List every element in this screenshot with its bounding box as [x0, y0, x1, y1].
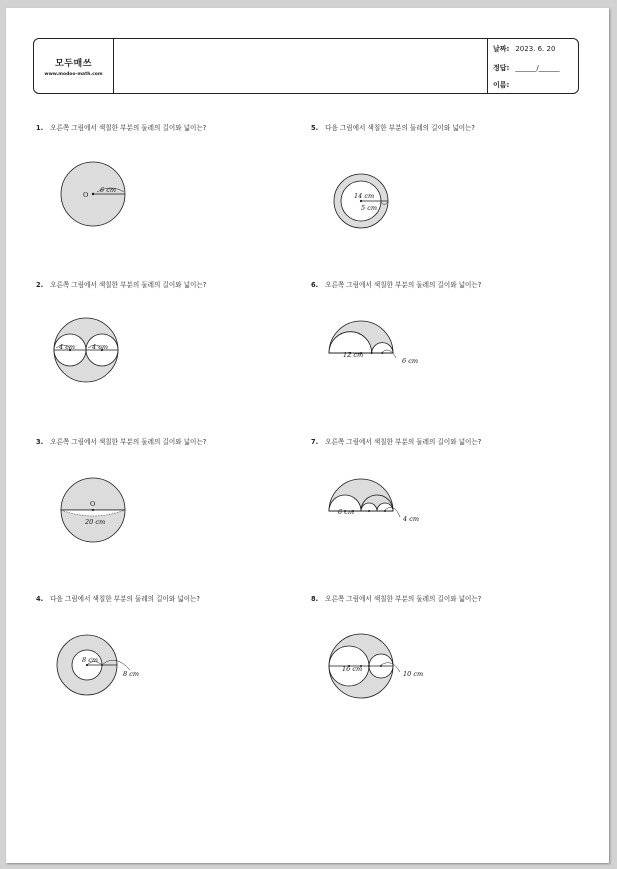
question-number: 5.	[311, 124, 319, 132]
question-text: 오른쪽 그림에서 색칠한 부분의 둘레의 길이와 넓이는?	[325, 595, 482, 603]
name-row	[493, 80, 509, 90]
question-text: 오른쪽 그림에서 색칠한 부분의 둘레의 길이와 넓이는?	[50, 124, 207, 132]
question-text: 오른쪽 그림에서 색칠한 부분의 둘레의 길이와 넓이는?	[325, 438, 482, 446]
question-number: 3.	[36, 438, 44, 446]
question-3	[36, 436, 206, 446]
brand-box	[34, 39, 114, 93]
question-text: 오른쪽 그림에서 색칠한 부분의 둘레의 길이와 넓이는?	[50, 438, 207, 446]
answer-blank: ______/______	[515, 64, 560, 72]
answer-label: 정답:	[493, 64, 510, 72]
worksheet-header	[33, 38, 579, 94]
figure-4	[54, 632, 144, 702]
inner-radius-label: 14 cm	[354, 192, 375, 200]
center-label: O	[90, 500, 96, 508]
question-5	[311, 122, 475, 132]
radius-label: 6 cm	[100, 186, 117, 194]
question-1	[36, 122, 206, 132]
ring-width-label: 5 cm	[361, 204, 378, 212]
question-8	[311, 593, 481, 603]
ring-width-label: 8 cm	[123, 670, 140, 678]
date-value: 2023. 6. 20	[515, 45, 556, 53]
inner-radius-label: 8 cm	[82, 656, 99, 664]
figure-5	[328, 167, 398, 237]
worksheet-page	[6, 8, 609, 863]
question-text: 다음 그림에서 색칠한 부분의 둘레의 길이와 넓이는?	[325, 124, 475, 132]
figure-7	[326, 474, 426, 529]
question-6	[311, 279, 481, 289]
figure-1	[56, 158, 136, 238]
left-radius-label: 4 cm	[59, 343, 76, 351]
small-diameter-label: 10 cm	[403, 670, 424, 678]
question-number: 4.	[36, 595, 44, 603]
center-label: O	[83, 191, 89, 199]
name-label: 이름:	[493, 81, 510, 89]
diameter-label: 20 cm	[85, 518, 106, 526]
brand-name: 모두매쓰	[55, 59, 92, 69]
question-4	[36, 593, 200, 603]
brand-url: www.modoo-math.com	[44, 72, 103, 77]
date-label: 날짜:	[493, 45, 510, 53]
large-diameter-label: 16 cm	[342, 665, 363, 673]
small-diameter-label: 6 cm	[402, 357, 419, 365]
question-7	[311, 436, 481, 446]
answer-row	[493, 63, 560, 73]
meta-box	[487, 39, 579, 93]
question-text: 오른쪽 그림에서 색칠한 부분의 둘레의 길이와 넓이는?	[50, 281, 207, 289]
left-diameter-label: 12 cm	[343, 351, 364, 359]
left-diameter-label: 6 cm	[338, 508, 355, 516]
question-number: 8.	[311, 595, 319, 603]
question-number: 7.	[311, 438, 319, 446]
figure-8	[326, 632, 426, 702]
right-radius-label: 4 cm	[92, 343, 109, 351]
figure-3	[56, 472, 136, 552]
date-row	[493, 44, 555, 54]
figure-6	[326, 318, 426, 368]
question-text: 오른쪽 그림에서 색칠한 부분의 둘레의 길이와 넓이는?	[325, 281, 482, 289]
question-number: 1.	[36, 124, 44, 132]
question-number: 2.	[36, 281, 44, 289]
figure-2	[50, 315, 130, 395]
small-diameter-label: 4 cm	[403, 515, 420, 523]
question-2	[36, 279, 206, 289]
question-text: 다음 그림에서 색칠한 부분의 둘레의 길이와 넓이는?	[50, 595, 200, 603]
question-number: 6.	[311, 281, 319, 289]
